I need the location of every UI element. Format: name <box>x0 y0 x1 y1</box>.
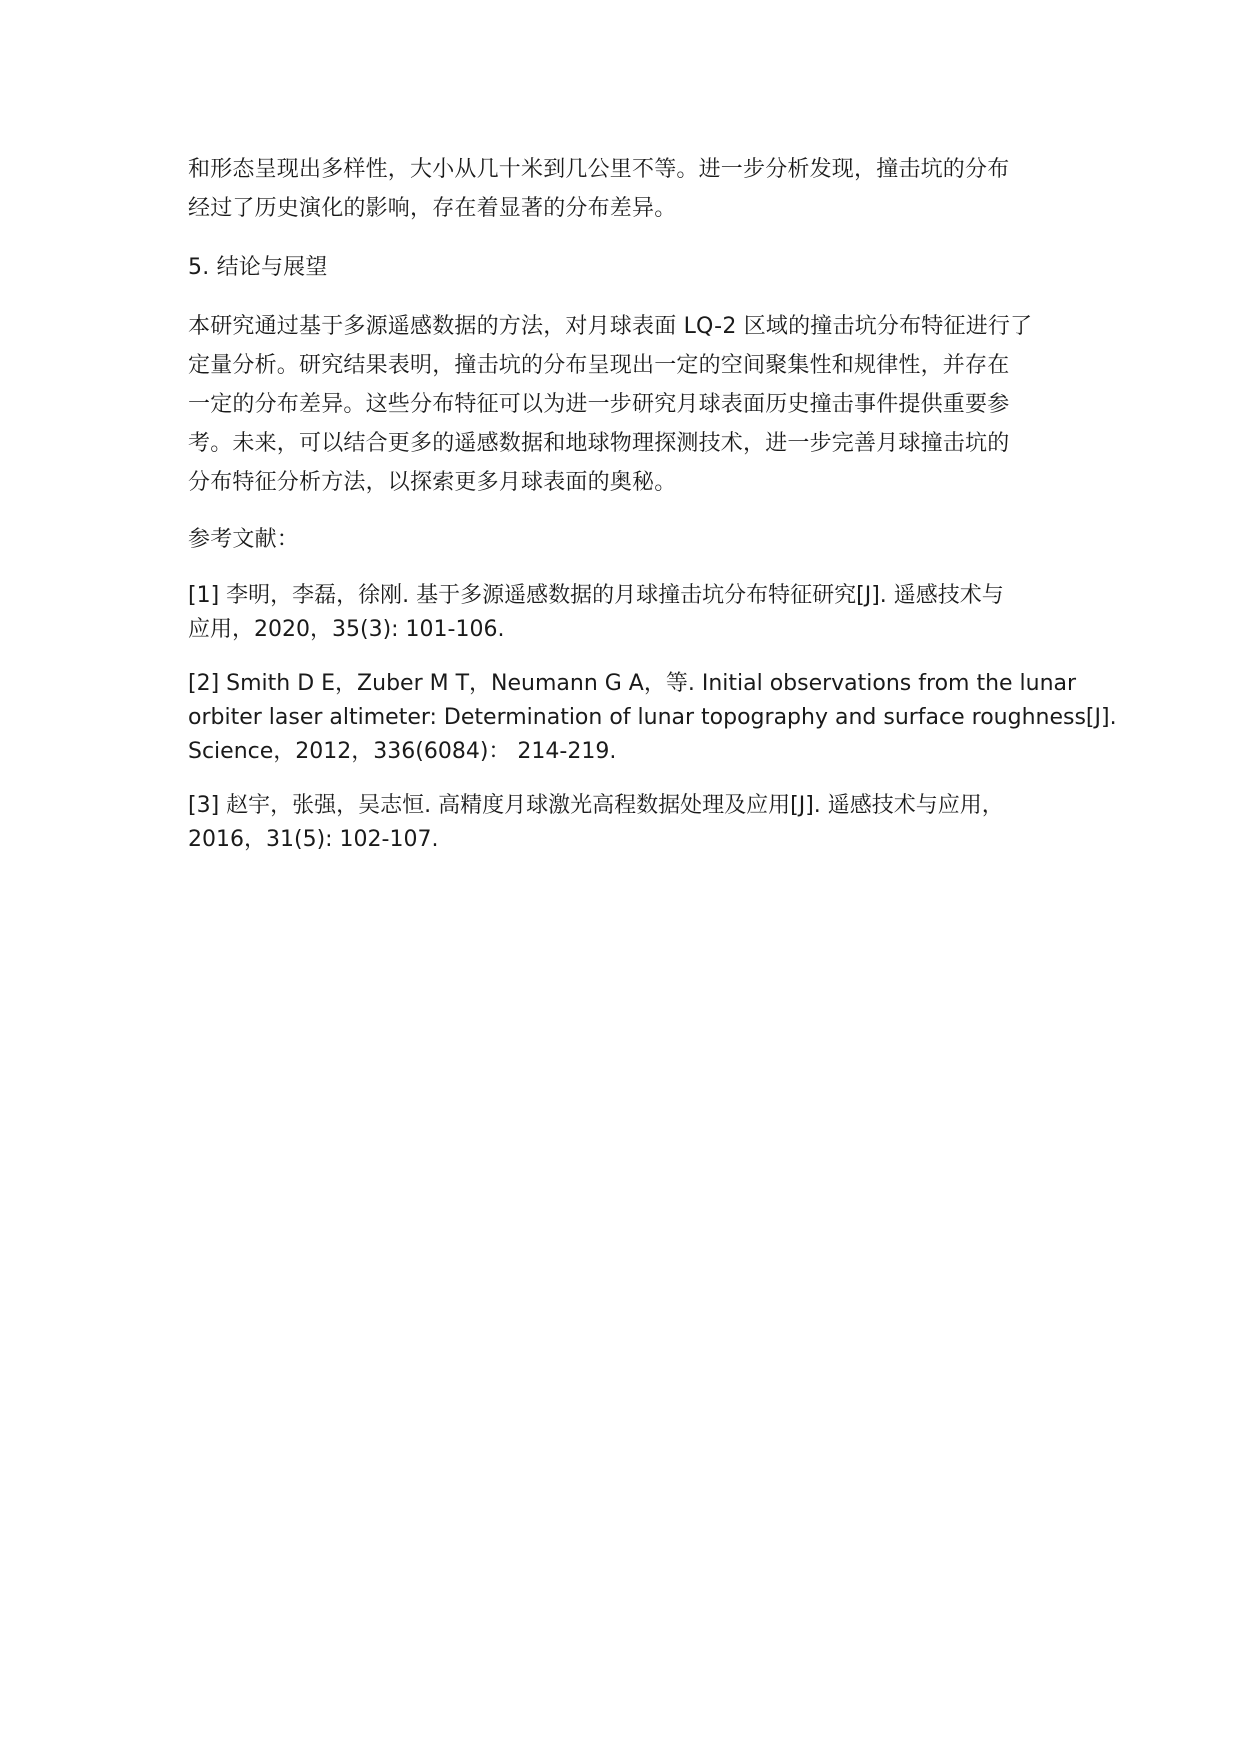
reference-line: Science，2012，336(6084)： 214-219. <box>188 739 617 764</box>
reference-item-3 <box>188 789 1058 857</box>
intro-paragraph <box>188 150 1058 228</box>
reference-list <box>188 579 1117 857</box>
reference-line: [2] Smith D E，Zuber M T，Neumann G A，等. Initial observations from the lunar <box>188 671 1077 696</box>
conclusion-paragraph <box>188 307 1058 502</box>
reference-item-1 <box>188 579 1058 647</box>
section-heading: 5. 结论与展望 <box>188 255 328 280</box>
reference-line: [3] 赵宇，张强，吴志恒. 高精度月球激光高程数据处理及应用[J]. 遥感技术与应用， <box>188 793 1004 818</box>
paragraph-line: 一定的分布差异。这些分布特征可以为进一步研究月球表面历史撞击事件提供重要参 <box>188 392 1010 417</box>
reference-line: 2016，31(5): 102-107. <box>188 827 439 852</box>
paragraph-line: 本研究通过基于多源遥感数据的方法，对月球表面 LQ-2 区域的撞击坑分布特征进行了 <box>188 314 1033 339</box>
paragraph-line: 经过了历史演化的影响，存在着显著的分布差异。 <box>188 196 677 221</box>
document-page <box>188 150 1117 877</box>
reference-line: 应用，2020，35(3): 101-106. <box>188 617 505 642</box>
paragraph-line: 定量分析。研究结果表明，撞击坑的分布呈现出一定的空间聚集性和规律性，并存在 <box>188 353 1010 378</box>
reference-line: [1] 李明，李磊，徐刚. 基于多源遥感数据的月球撞击坑分布特征研究[J]. 遥感技术与 <box>188 583 1004 608</box>
reference-item-2 <box>188 667 1117 769</box>
paragraph-line: 和形态呈现出多样性，大小从几十米到几公里不等。进一步分析发现，撞击坑的分布 <box>188 157 1010 182</box>
paragraph-line: 考。未来，可以结合更多的遥感数据和地球物理探测技术，进一步完善月球撞击坑的 <box>188 431 1010 456</box>
reference-line: orbiter laser altimeter: Determination of lunar topography and surface roughness[J]. <box>188 705 1117 730</box>
paragraph-line: 分布特征分析方法，以探索更多月球表面的奥秘。 <box>188 470 677 495</box>
references-title: 参考文献： <box>188 527 300 552</box>
